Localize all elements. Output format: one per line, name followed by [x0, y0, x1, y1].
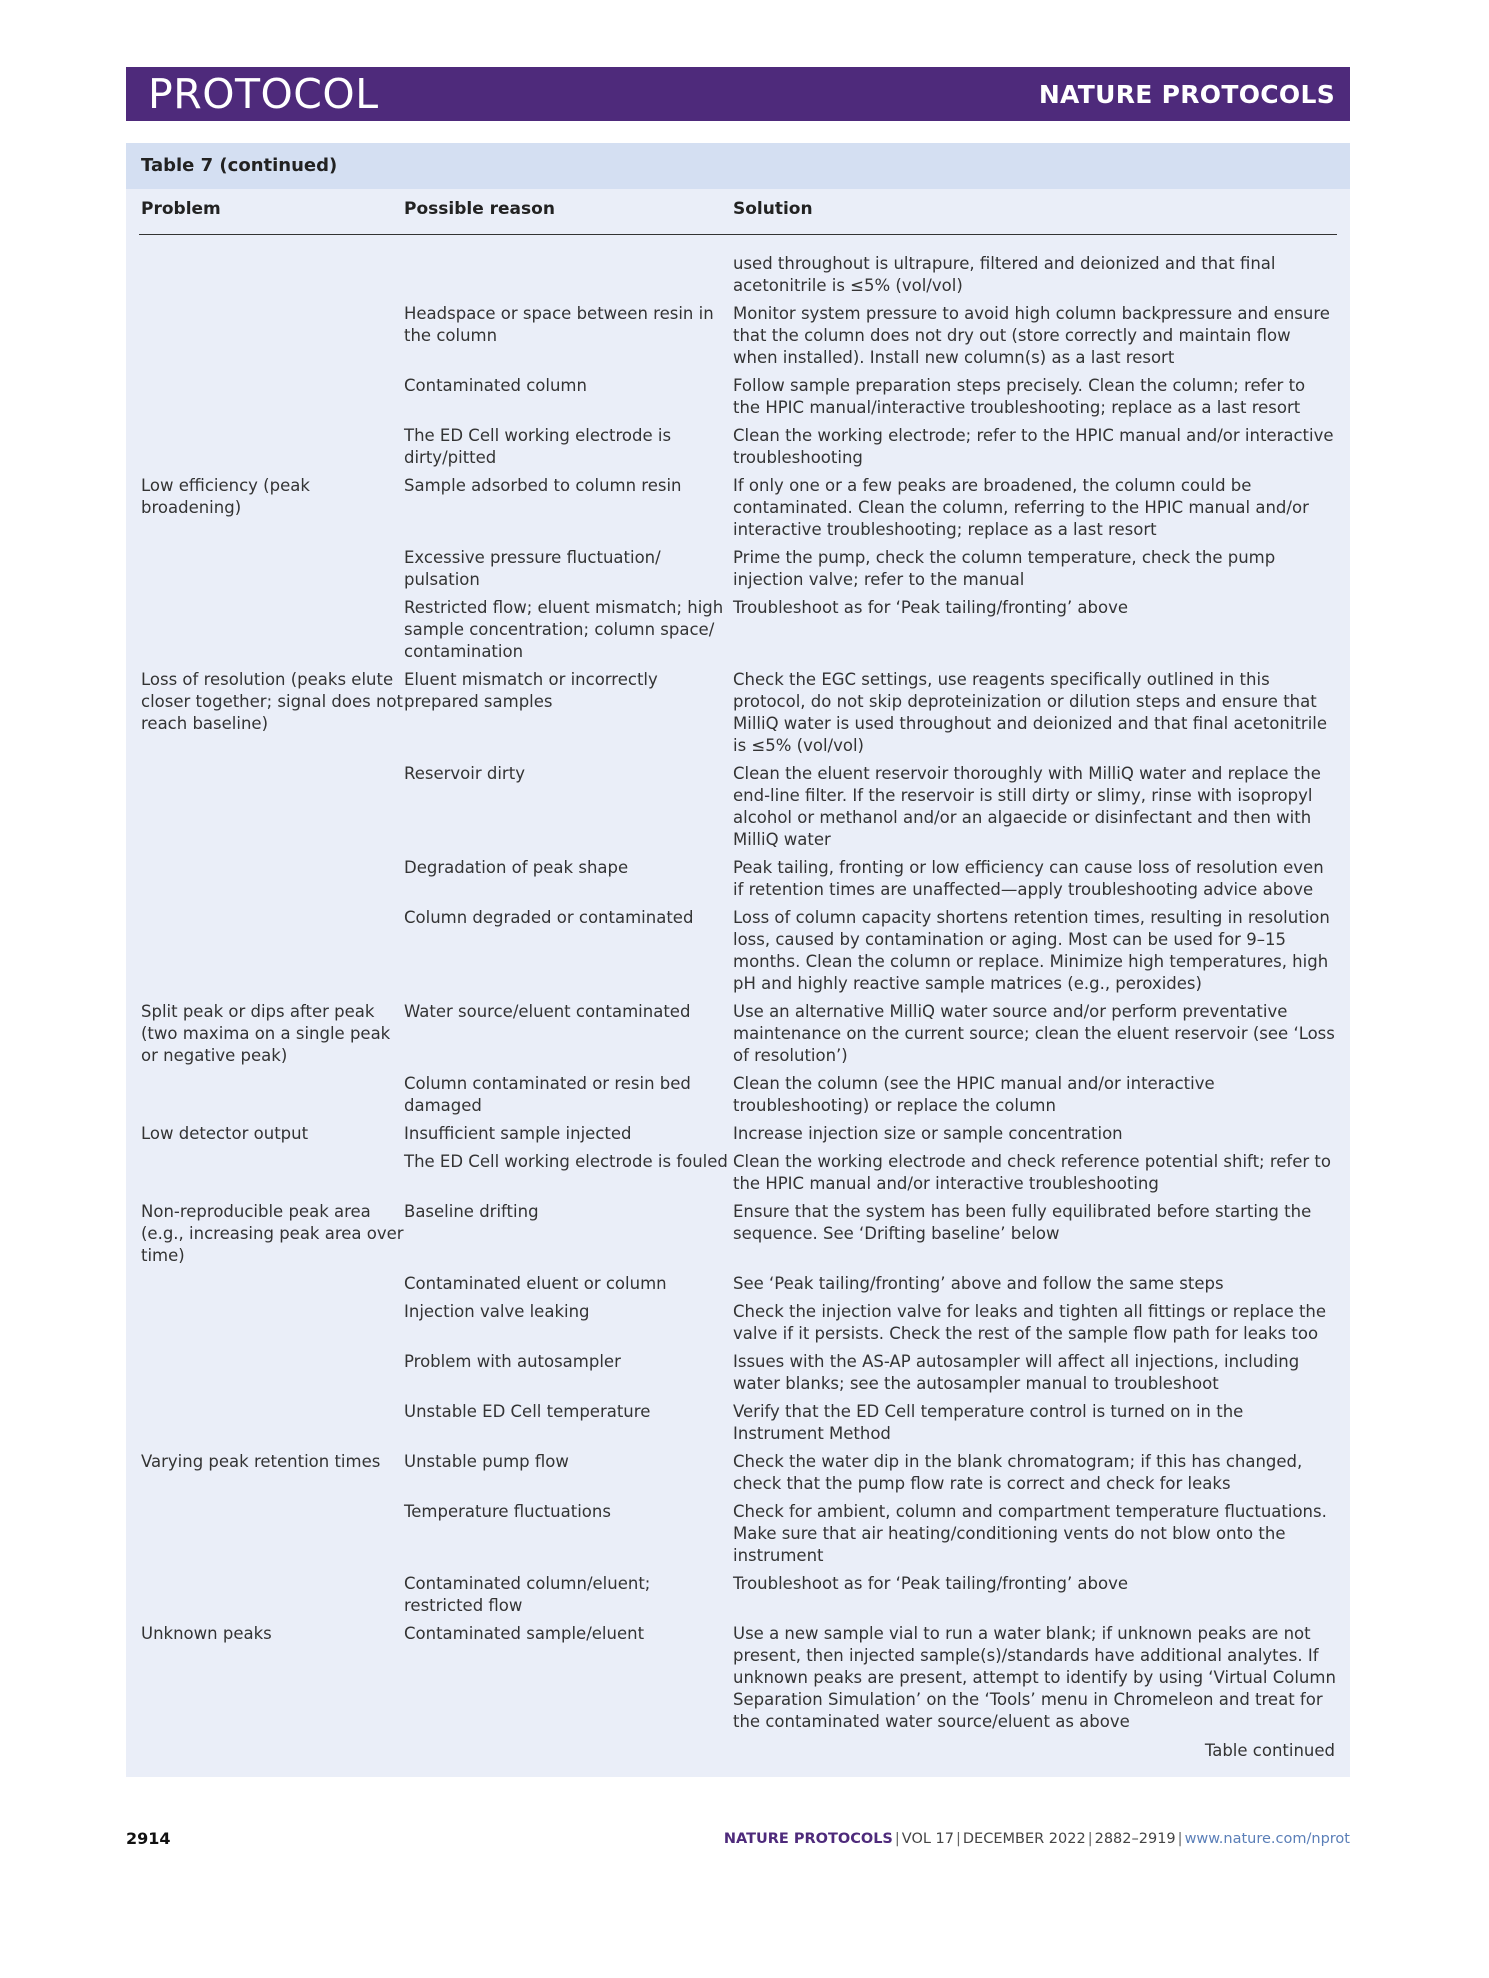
problem-cell — [141, 907, 404, 1001]
footer-volume: VOL 17 — [901, 1831, 954, 1847]
table-row — [141, 1451, 1337, 1501]
reason-cell: Column contaminated or resin bed damaged — [404, 1074, 691, 1115]
table-row — [141, 857, 1337, 907]
reason-cell: Contaminated eluent or column — [404, 1274, 667, 1293]
problem-cell: Split peak or dips after peak (two maxima on a single peak or negative peak) — [141, 1002, 391, 1065]
problem-cell — [141, 1301, 404, 1351]
reason-cell: Unstable pump flow — [404, 1452, 569, 1471]
table-row — [141, 375, 1337, 425]
reason-cell: Baseline drifting — [404, 1202, 539, 1221]
problem-cell — [141, 425, 404, 475]
reason-cell: Degradation of peak shape — [404, 858, 629, 877]
problem-cell — [141, 763, 404, 857]
column-header-reason: Possible reason — [404, 199, 555, 219]
table-row — [141, 763, 1337, 857]
journal-label: NATURE PROTOCOLS — [1038, 80, 1335, 109]
problem-cell — [141, 375, 404, 425]
solution-cell: Troubleshoot as for ‘Peak tailing/fronting’ above — [733, 1574, 1129, 1593]
table-row — [141, 1151, 1337, 1201]
table-row — [141, 303, 1337, 375]
solution-cell: Use an alternative MilliQ water source and/or perform preventative maintenance on the current source; clean the eluent reservoir (see ‘Loss of resolution’) — [733, 1002, 1335, 1065]
problem-cell — [141, 1273, 404, 1301]
solution-cell: Issues with the AS-AP autosampler will affect all injections, including water blanks; see the autosampler manual to troubleshoot — [733, 1352, 1300, 1393]
reason-cell — [404, 253, 733, 303]
solution-cell: Clean the working electrode and check reference potential shift; refer to the HPIC manual and/or interactive troubleshooting — [733, 1152, 1331, 1193]
table-row — [141, 907, 1337, 1001]
journal-banner — [126, 67, 1350, 121]
solution-cell: Check the EGC settings, use reagents specifically outlined in this protocol, do not skip deproteinization or dilution steps and ensure that MilliQ water is used throughout and deionized and that final acetonitrile is ≤5% (vol/vol) — [733, 670, 1328, 755]
footer-url-link[interactable]: www.nature.com/nprot — [1184, 1831, 1350, 1847]
table-row — [141, 547, 1337, 597]
solution-cell: Increase injection size or sample concentration — [733, 1124, 1123, 1143]
reason-cell: Reservoir dirty — [404, 764, 525, 783]
solution-cell: used throughout is ultrapure, filtered and deionized and that final acetonitrile is ≤5% (vol/vol) — [733, 254, 1276, 295]
table-row — [141, 1201, 1337, 1273]
reason-cell: Contaminated column — [404, 376, 587, 395]
footer-journal: NATURE PROTOCOLS — [723, 1831, 893, 1847]
problem-cell — [141, 1073, 404, 1123]
table-row — [141, 1301, 1337, 1351]
reason-cell: Insufficient sample injected — [404, 1124, 632, 1143]
solution-cell: Ensure that the system has been fully equilibrated before starting the sequence. See ‘Drifting baseline’ below — [733, 1202, 1312, 1243]
reason-cell: Sample adsorbed to column resin — [404, 476, 682, 495]
reason-cell: Unstable ED Cell temperature — [404, 1402, 651, 1421]
problem-cell: Non-reproducible peak area (e.g., increasing peak area over time) — [141, 1202, 404, 1265]
table-row — [141, 1123, 1337, 1151]
reason-cell: Restricted flow; eluent mismatch; high sample concentration; column space/ contamination — [404, 598, 724, 661]
table-row — [141, 1273, 1337, 1301]
table-row — [141, 425, 1337, 475]
solution-cell: Verify that the ED Cell temperature control is turned on in the Instrument Method — [733, 1402, 1244, 1443]
problem-cell — [141, 1573, 404, 1623]
solution-cell: Check for ambient, column and compartment temperature fluctuations. Make sure that air heating/conditioning vents do not blow onto the instrument — [733, 1502, 1327, 1565]
footer-citation: NATURE PROTOCOLS | VOL 17 | DECEMBER 2022 | 2882–2919 | www.nature.com/nprot — [723, 1831, 1350, 1847]
table-row — [141, 669, 1337, 763]
problem-cell — [141, 1401, 404, 1451]
header-rule — [139, 234, 1337, 235]
reason-cell: The ED Cell working electrode is fouled — [404, 1152, 728, 1171]
solution-cell: Clean the eluent reservoir thoroughly with MilliQ water and replace the end-line filter. If the reservoir is still dirty or slimy, rinse with isopropyl alcohol or methanol and/or an algaecide or disinfectant and then with MilliQ water — [733, 764, 1321, 849]
problem-cell — [141, 303, 404, 375]
table-row — [141, 1623, 1337, 1739]
reason-cell: Eluent mismatch or incorrectly prepared samples — [404, 670, 658, 711]
table-row — [141, 1073, 1337, 1123]
solution-cell: Check the injection valve for leaks and tighten all fittings or replace the valve if it persists. Check the rest of the sample flow path for leaks too — [733, 1302, 1327, 1343]
table-row — [141, 597, 1337, 669]
table-row — [141, 1401, 1337, 1451]
solution-cell: Use a new sample vial to run a water blank; if unknown peaks are not present, then injected sample(s)/standards have additional analytes. If unknown peaks are present, attempt to identify by using ‘Virtual Column Separation Simulation’ on the ‘Tools’ menu in Chromeleon and treat for the contaminated water source/eluent as above — [733, 1624, 1336, 1731]
reason-cell: Excessive pressure fluctuation/ pulsation — [404, 548, 661, 589]
problem-cell — [141, 253, 404, 303]
solution-cell: Peak tailing, fronting or low efficiency can cause loss of resolution even if retention times are unaffected—apply troubleshooting advice above — [733, 858, 1324, 899]
problem-cell: Low efficiency (peak broadening) — [141, 476, 310, 517]
table-row — [141, 1351, 1337, 1401]
problem-cell: Varying peak retention times — [141, 1452, 381, 1471]
reason-cell: Contaminated sample/eluent — [404, 1624, 645, 1643]
table-title: Table 7 (continued) — [141, 155, 338, 176]
table-row — [141, 1001, 1337, 1073]
reason-cell: Injection valve leaking — [404, 1302, 590, 1321]
solution-cell: Monitor system pressure to avoid high column backpressure and ensure that the column does not dry out (store correctly and maintain flow when installed). Install new column(s) as a last resort — [733, 304, 1330, 367]
problem-cell — [141, 1351, 404, 1401]
problem-cell — [141, 857, 404, 907]
problem-cell — [141, 1501, 404, 1573]
solution-cell: Troubleshoot as for ‘Peak tailing/fronting’ above — [733, 598, 1129, 617]
reason-cell: Water source/eluent contaminated — [404, 1002, 691, 1021]
reason-cell: The ED Cell working electrode is dirty/pitted — [404, 426, 672, 467]
solution-cell: If only one or a few peaks are broadened, the column could be contaminated. Clean the column, referring to the HPIC manual and/or interactive troubleshooting; replace as a last resort — [733, 476, 1309, 539]
solution-cell: Check the water dip in the blank chromatogram; if this has changed, check that the pump flow rate is correct and check for leaks — [733, 1452, 1303, 1493]
table-row — [141, 475, 1337, 547]
table-row — [141, 1573, 1337, 1623]
section-label: PROTOCOL — [148, 70, 379, 118]
problem-cell — [141, 1151, 404, 1201]
reason-cell: Contaminated column/eluent; restricted flow — [404, 1574, 651, 1615]
solution-cell: Clean the working electrode; refer to the HPIC manual and/or interactive troubleshooting — [733, 426, 1334, 467]
solution-cell: Follow sample preparation steps precisely. Clean the column; refer to the HPIC manual/interactive troubleshooting; replace as a last resort — [733, 376, 1306, 417]
table-title-bar — [126, 143, 1350, 189]
solution-cell: See ‘Peak tailing/fronting’ above and follow the same steps — [733, 1274, 1224, 1293]
table-row — [141, 253, 1337, 303]
problem-cell: Low detector output — [141, 1124, 309, 1143]
table-body — [141, 253, 1337, 1739]
solution-cell: Loss of column capacity shortens retention times, resulting in resolution loss, caused by contamination or aging. Most can be used for 9–15 months. Clean the column or replace. Minimize high temperatures, high pH and highly reactive sample matrices (e.g., peroxides) — [733, 908, 1330, 993]
troubleshooting-table — [141, 253, 1337, 1739]
table-continued-label: Table continued — [1204, 1741, 1335, 1760]
reason-cell: Column degraded or contaminated — [404, 908, 694, 927]
column-header-problem: Problem — [141, 199, 221, 219]
reason-cell: Headspace or space between resin in the column — [404, 304, 714, 345]
problem-cell — [141, 547, 404, 597]
problem-cell — [141, 597, 404, 669]
table-panel — [126, 143, 1350, 1777]
footer-date: DECEMBER 2022 — [962, 1831, 1086, 1847]
solution-cell: Clean the column (see the HPIC manual and/or interactive troubleshooting) or replace the column — [733, 1074, 1215, 1115]
problem-cell: Unknown peaks — [141, 1624, 272, 1643]
page-number: 2914 — [126, 1829, 171, 1848]
reason-cell: Problem with autosampler — [404, 1352, 621, 1371]
footer-pages: 2882–2919 — [1094, 1831, 1176, 1847]
reason-cell: Temperature fluctuations — [404, 1502, 611, 1521]
table-row — [141, 1501, 1337, 1573]
column-header-solution: Solution — [733, 199, 813, 219]
solution-cell: Prime the pump, check the column temperature, check the pump injection valve; refer to the manual — [733, 548, 1276, 589]
problem-cell: Loss of resolution (peaks elute closer together; signal does not reach baseline) — [141, 670, 404, 733]
